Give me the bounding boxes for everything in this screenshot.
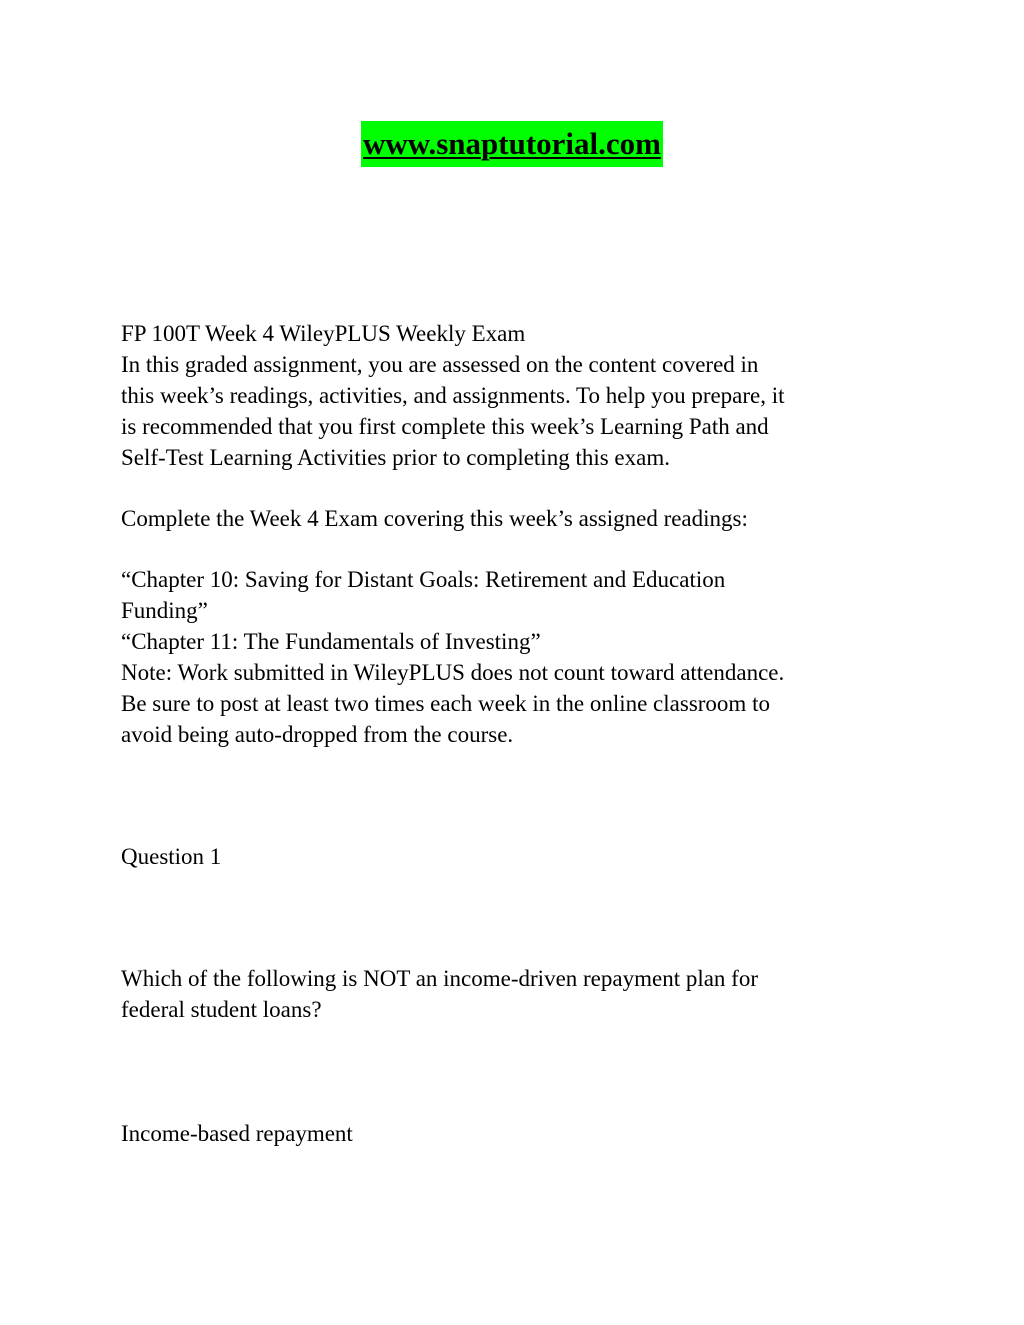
readings-block — [121, 564, 911, 750]
question-label: Question 1 — [121, 844, 222, 869]
reading-line: “Chapter 11: The Fundamentals of Investing” — [121, 629, 541, 654]
question-text-line: Which of the following is NOT an income-driven repayment plan for — [121, 966, 759, 991]
instruction-text: Complete the Week 4 Exam covering this week’s assigned readings: — [121, 506, 748, 531]
header — [0, 121, 1024, 167]
answer-block — [121, 1118, 911, 1149]
note-line: Be sure to post at least two times each week in the online classroom to — [121, 691, 770, 716]
question-block — [121, 963, 911, 1025]
intro-line: this week’s readings, activities, and assignments. To help you prepare, it — [121, 383, 785, 408]
exam-title: FP 100T Week 4 WileyPLUS Weekly Exam — [121, 321, 526, 346]
intro-line: is recommended that you first complete this week’s Learning Path and — [121, 414, 769, 439]
intro-block — [121, 318, 911, 473]
question-text-line: federal student loans? — [121, 997, 322, 1022]
reading-line: “Chapter 10: Saving for Distant Goals: Retirement and Education — [121, 567, 726, 592]
website-link[interactable]: www.snaptutorial.com — [361, 121, 663, 167]
question-label-block — [121, 841, 911, 872]
intro-line: Self-Test Learning Activities prior to completing this exam. — [121, 445, 670, 470]
answer-option: Income-based repayment — [121, 1121, 353, 1146]
note-line: avoid being auto-dropped from the course. — [121, 722, 514, 747]
intro-line: In this graded assignment, you are assessed on the content covered in — [121, 352, 759, 377]
reading-line: Funding” — [121, 598, 208, 623]
instruction-block — [121, 503, 911, 534]
note-line: Note: Work submitted in WileyPLUS does not count toward attendance. — [121, 660, 785, 685]
